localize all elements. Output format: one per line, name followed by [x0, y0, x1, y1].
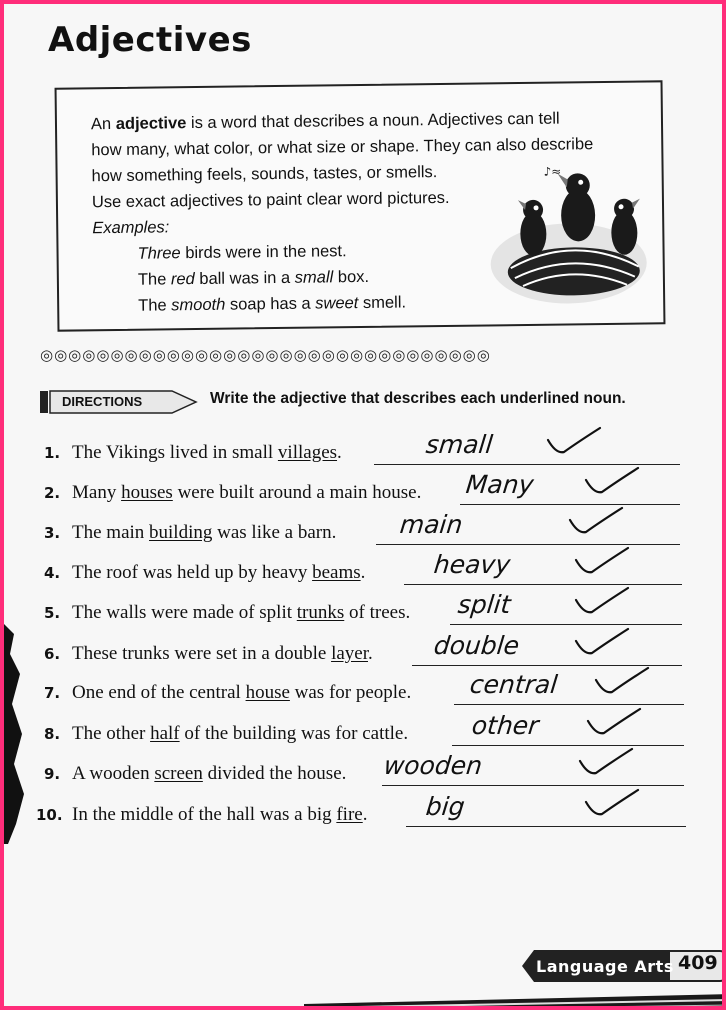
- item-sentence: [72, 682, 411, 704]
- definition-line-1-post: is a word that describes a noun. Adjectives can tell: [186, 109, 560, 133]
- answer-blank[interactable]: [450, 624, 682, 625]
- item-sentence: [72, 562, 365, 584]
- svg-text:♪≈: ♪≈: [543, 164, 562, 179]
- item-number: 2.: [44, 484, 61, 502]
- sentence-start: The other: [72, 723, 151, 744]
- example-3-part-c: smell.: [358, 293, 407, 313]
- sentence-end: of the building was for cattle.: [179, 723, 409, 744]
- checkmark-icon: [592, 664, 652, 698]
- answer-blank[interactable]: [406, 826, 686, 827]
- handwritten-answer: small: [424, 430, 495, 459]
- torn-edge-shadow: [4, 624, 26, 844]
- sentence-end: was like a barn.: [212, 522, 337, 543]
- item-sentence: [72, 643, 373, 665]
- handwritten-answer: wooden: [382, 751, 484, 780]
- item-sentence: [72, 522, 336, 544]
- underlined-noun: houses: [121, 482, 173, 503]
- answer-blank[interactable]: [452, 745, 684, 746]
- item-number: 4.: [44, 564, 61, 582]
- example-2-part-b: ball was in a: [194, 268, 295, 289]
- sentence-start: The Vikings lived in small: [72, 442, 278, 463]
- item-number: 1.: [44, 444, 61, 462]
- example-3-part-b: soap has a: [225, 294, 316, 314]
- checkmark-icon: [572, 625, 632, 659]
- birds-in-nest-icon: [478, 162, 650, 304]
- item-number: 3.: [44, 524, 61, 542]
- item-sentence: [72, 723, 408, 745]
- sentence-end: .: [362, 804, 368, 825]
- item-number: 5.: [44, 604, 61, 622]
- sentence-end: divided the house.: [202, 763, 347, 784]
- sentence-end: .: [337, 442, 342, 463]
- item-number: 7.: [44, 684, 61, 702]
- item-sentence: [72, 602, 410, 624]
- directions-label: DIRECTIONS: [62, 394, 143, 409]
- example-2-part-c: box.: [333, 267, 370, 287]
- sentence-end: was for people.: [289, 682, 412, 703]
- definition-box: [55, 80, 666, 331]
- checkmark-icon: [572, 584, 632, 618]
- checkmark-icon: [572, 544, 632, 578]
- handwritten-answer: other: [470, 711, 541, 740]
- underlined-noun: screen: [154, 763, 203, 784]
- checkmark-icon: [582, 786, 642, 820]
- definition-line-2: how many, what color, or what size or shape. They can also describe: [91, 135, 594, 160]
- decorative-divider: ◎◎◎◎◎◎◎◎◎◎◎◎◎◎◎◎◎◎◎◎◎◎◎◎◎◎◎◎◎◎◎◎: [40, 346, 491, 364]
- sentence-start: The walls were made of split: [72, 602, 297, 623]
- sentence-start: These trunks were set in a double: [72, 643, 332, 664]
- example-3-adjective-1: smooth: [171, 295, 226, 315]
- handwritten-answer: heavy: [432, 550, 512, 579]
- answer-blank[interactable]: [376, 544, 680, 545]
- underlined-noun: half: [150, 723, 180, 744]
- example-2-part-a: The: [137, 270, 172, 289]
- handwritten-answer: central: [468, 670, 559, 699]
- example-2-adjective-2: small: [294, 268, 334, 287]
- checkmark-icon: [582, 464, 642, 498]
- sentence-start: A wooden: [72, 763, 155, 784]
- checkmark-icon: [584, 705, 644, 739]
- definition-line-3: how something feels, sounds, tastes, or smells.: [91, 163, 438, 186]
- underlined-noun: beams: [312, 562, 361, 583]
- underlined-noun: fire: [336, 804, 363, 825]
- sentence-end: .: [368, 643, 373, 664]
- sentence-end: of trees.: [344, 602, 411, 623]
- sentence-end: .: [360, 562, 366, 583]
- term-adjective: adjective: [115, 114, 187, 133]
- footer-subject-label: Language Arts: [536, 957, 674, 976]
- item-number: 10.: [36, 806, 63, 824]
- exercise-item: [4, 792, 726, 834]
- item-number: 8.: [44, 725, 61, 743]
- answer-blank[interactable]: [404, 584, 682, 585]
- example-2-adjective-1: red: [170, 270, 195, 289]
- underlined-noun: building: [149, 522, 213, 543]
- sentence-end: were built around a main house.: [172, 482, 422, 503]
- sentence-start: Many: [72, 482, 122, 503]
- page-title: Adjectives: [48, 20, 252, 60]
- item-sentence: [72, 763, 346, 785]
- handwritten-answer: main: [398, 510, 464, 539]
- checkmark-icon: [566, 504, 626, 538]
- bottom-edge-stripes: [304, 992, 726, 1010]
- item-sentence: [72, 442, 342, 464]
- underlined-noun: villages: [277, 442, 338, 463]
- item-number: 9.: [44, 765, 61, 783]
- example-1-adjective: Three: [137, 244, 181, 263]
- item-sentence: [72, 482, 421, 504]
- sentence-start: The main: [72, 522, 150, 543]
- example-3-adjective-2: sweet: [315, 294, 359, 313]
- sentence-start: In the middle of the hall was a big: [72, 804, 337, 825]
- definition-line-4: Use exact adjectives to paint clear word pictures.: [91, 188, 450, 212]
- underlined-noun: layer: [331, 643, 368, 664]
- answer-blank[interactable]: [454, 704, 684, 705]
- page-number: 409: [678, 952, 718, 974]
- checkmark-icon: [576, 745, 636, 779]
- definition-line-1-pre: An: [90, 114, 116, 134]
- sentence-start: One end of the central: [72, 682, 246, 703]
- checkmark-icon: [544, 424, 604, 458]
- sentence-start: The roof was held up by heavy: [72, 562, 313, 583]
- item-number: 6.: [44, 645, 61, 663]
- example-1-rest: birds were in the nest.: [180, 242, 347, 263]
- examples-label-text: Examples:: [92, 218, 170, 238]
- directions-text: Write the adjective that describes each underlined noun.: [210, 390, 626, 407]
- item-sentence: [72, 804, 367, 826]
- underlined-noun: house: [245, 682, 290, 703]
- handwritten-answer: big: [424, 792, 467, 821]
- handwritten-answer: Many: [464, 470, 536, 499]
- handwritten-answer: split: [456, 590, 513, 619]
- example-3-part-a: The: [138, 296, 172, 315]
- underlined-noun: trunks: [296, 602, 345, 623]
- handwritten-answer: double: [432, 631, 521, 660]
